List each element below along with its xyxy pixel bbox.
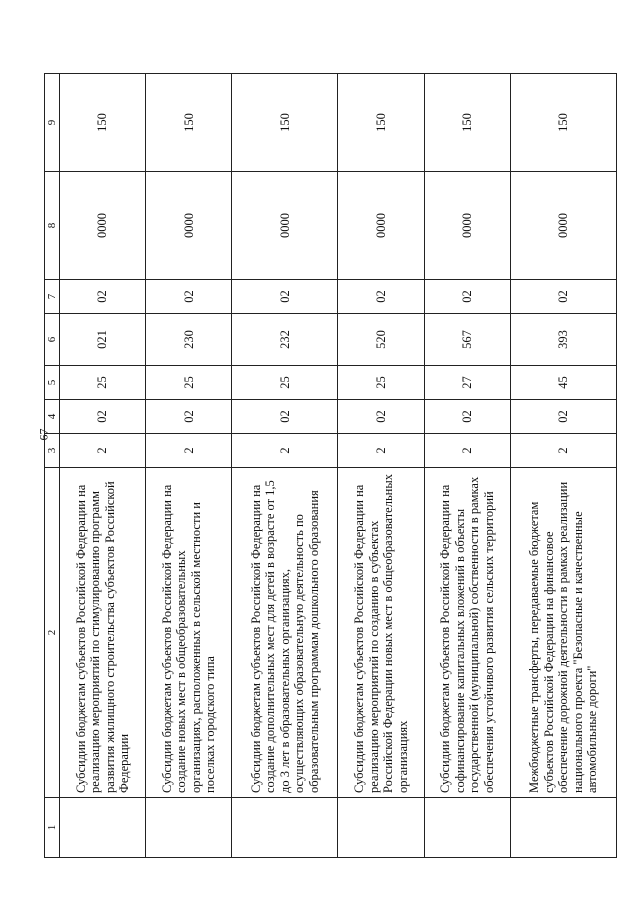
table-row bbox=[338, 74, 424, 858]
column-number: 9 bbox=[45, 74, 60, 172]
code-cell: 520 bbox=[338, 314, 424, 366]
code-cell: 02 bbox=[424, 400, 510, 434]
budget-classification-table bbox=[44, 73, 617, 858]
row-code-cell bbox=[146, 798, 232, 858]
code-cell: 232 bbox=[232, 314, 338, 366]
code-cell: 230 bbox=[146, 314, 232, 366]
code-cell: 0000 bbox=[232, 172, 338, 280]
code-cell: 45 bbox=[510, 366, 616, 400]
row-code-cell bbox=[510, 798, 616, 858]
row-code-cell bbox=[338, 798, 424, 858]
row-code-cell bbox=[424, 798, 510, 858]
code-cell: 2 bbox=[424, 434, 510, 468]
code-cell: 150 bbox=[232, 74, 338, 172]
code-cell: 02 bbox=[232, 400, 338, 434]
code-cell: 25 bbox=[232, 366, 338, 400]
column-number: 4 bbox=[45, 400, 60, 434]
revenue-name-cell: Субсидии бюджетам субъектов Российской Федерации на реализацию мероприятий по созданию в субъектах Российской Федерации новых мест в общеобразовательных организациях bbox=[338, 468, 424, 798]
code-cell: 150 bbox=[338, 74, 424, 172]
code-cell: 0000 bbox=[60, 172, 146, 280]
rotated-table-container bbox=[44, 74, 617, 858]
code-cell: 150 bbox=[60, 74, 146, 172]
code-cell: 02 bbox=[510, 400, 616, 434]
row-code-cell bbox=[232, 798, 338, 858]
column-number: 5 bbox=[45, 366, 60, 400]
page-number: 67 bbox=[36, 428, 51, 441]
code-cell: 150 bbox=[146, 74, 232, 172]
column-number: 1 bbox=[45, 798, 60, 858]
table-row bbox=[232, 74, 338, 858]
column-number: 8 bbox=[45, 172, 60, 280]
code-cell: 02 bbox=[338, 280, 424, 314]
revenue-name-cell: Субсидии бюджетам субъектов Российской Федерации на софинансирование капитальных вложений в объекты государственной (муниципальной) собственности в рамках обеспечения устойчивого развития сельских территорий bbox=[424, 468, 510, 798]
code-cell: 02 bbox=[146, 400, 232, 434]
code-cell: 021 bbox=[60, 314, 146, 366]
code-cell: 02 bbox=[60, 280, 146, 314]
code-cell: 393 bbox=[510, 314, 616, 366]
column-number: 7 bbox=[45, 280, 60, 314]
code-cell: 02 bbox=[232, 280, 338, 314]
column-number: 2 bbox=[45, 468, 60, 798]
code-cell: 2 bbox=[232, 434, 338, 468]
code-cell: 0000 bbox=[510, 172, 616, 280]
column-number: 6 bbox=[45, 314, 60, 366]
code-cell: 0000 bbox=[424, 172, 510, 280]
code-cell: 567 bbox=[424, 314, 510, 366]
table-row bbox=[60, 74, 146, 858]
code-cell: 2 bbox=[510, 434, 616, 468]
code-cell: 150 bbox=[424, 74, 510, 172]
column-number-header-row bbox=[45, 74, 60, 858]
table-row bbox=[510, 74, 616, 858]
code-cell: 0000 bbox=[146, 172, 232, 280]
code-cell: 02 bbox=[424, 280, 510, 314]
revenue-name-cell: Субсидии бюджетам субъектов Российской Федерации на создание дополнительных мест для детей в возрасте от 1,5 до 3 лет в образовательных организациях, осуществляющих образовательную деятельность по образовательным программам дошкольного образования bbox=[232, 468, 338, 798]
table-row bbox=[146, 74, 232, 858]
code-cell: 2 bbox=[146, 434, 232, 468]
revenue-name-cell: Субсидии бюджетам субъектов Российской Федерации на реализацию мероприятий по стимулированию программ развития жилищного строительства субъектов Российской Федерации bbox=[60, 468, 146, 798]
code-cell: 02 bbox=[510, 280, 616, 314]
code-cell: 02 bbox=[146, 280, 232, 314]
column-number: 3 bbox=[45, 434, 60, 468]
code-cell: 2 bbox=[60, 434, 146, 468]
code-cell: 25 bbox=[338, 366, 424, 400]
code-cell: 02 bbox=[60, 400, 146, 434]
table-row bbox=[424, 74, 510, 858]
code-cell: 27 bbox=[424, 366, 510, 400]
code-cell: 2 bbox=[338, 434, 424, 468]
revenue-name-cell: Межбюджетные трансферты, передаваемые бюджетам субъектов Российской Федерации на финансовое обеспечение дорожной деятельности в рамках реализации национального проекта "Безопасные и качественные автомобильные дороги" bbox=[510, 468, 616, 798]
code-cell: 25 bbox=[146, 366, 232, 400]
code-cell: 02 bbox=[338, 400, 424, 434]
code-cell: 150 bbox=[510, 74, 616, 172]
revenue-name-cell: Субсидии бюджетам субъектов Российской Федерации на создание новых мест в общеобразовательных организациях, расположенных в сельской местности и поселках городского типа bbox=[146, 468, 232, 798]
row-code-cell bbox=[60, 798, 146, 858]
code-cell: 25 bbox=[60, 366, 146, 400]
code-cell: 0000 bbox=[338, 172, 424, 280]
